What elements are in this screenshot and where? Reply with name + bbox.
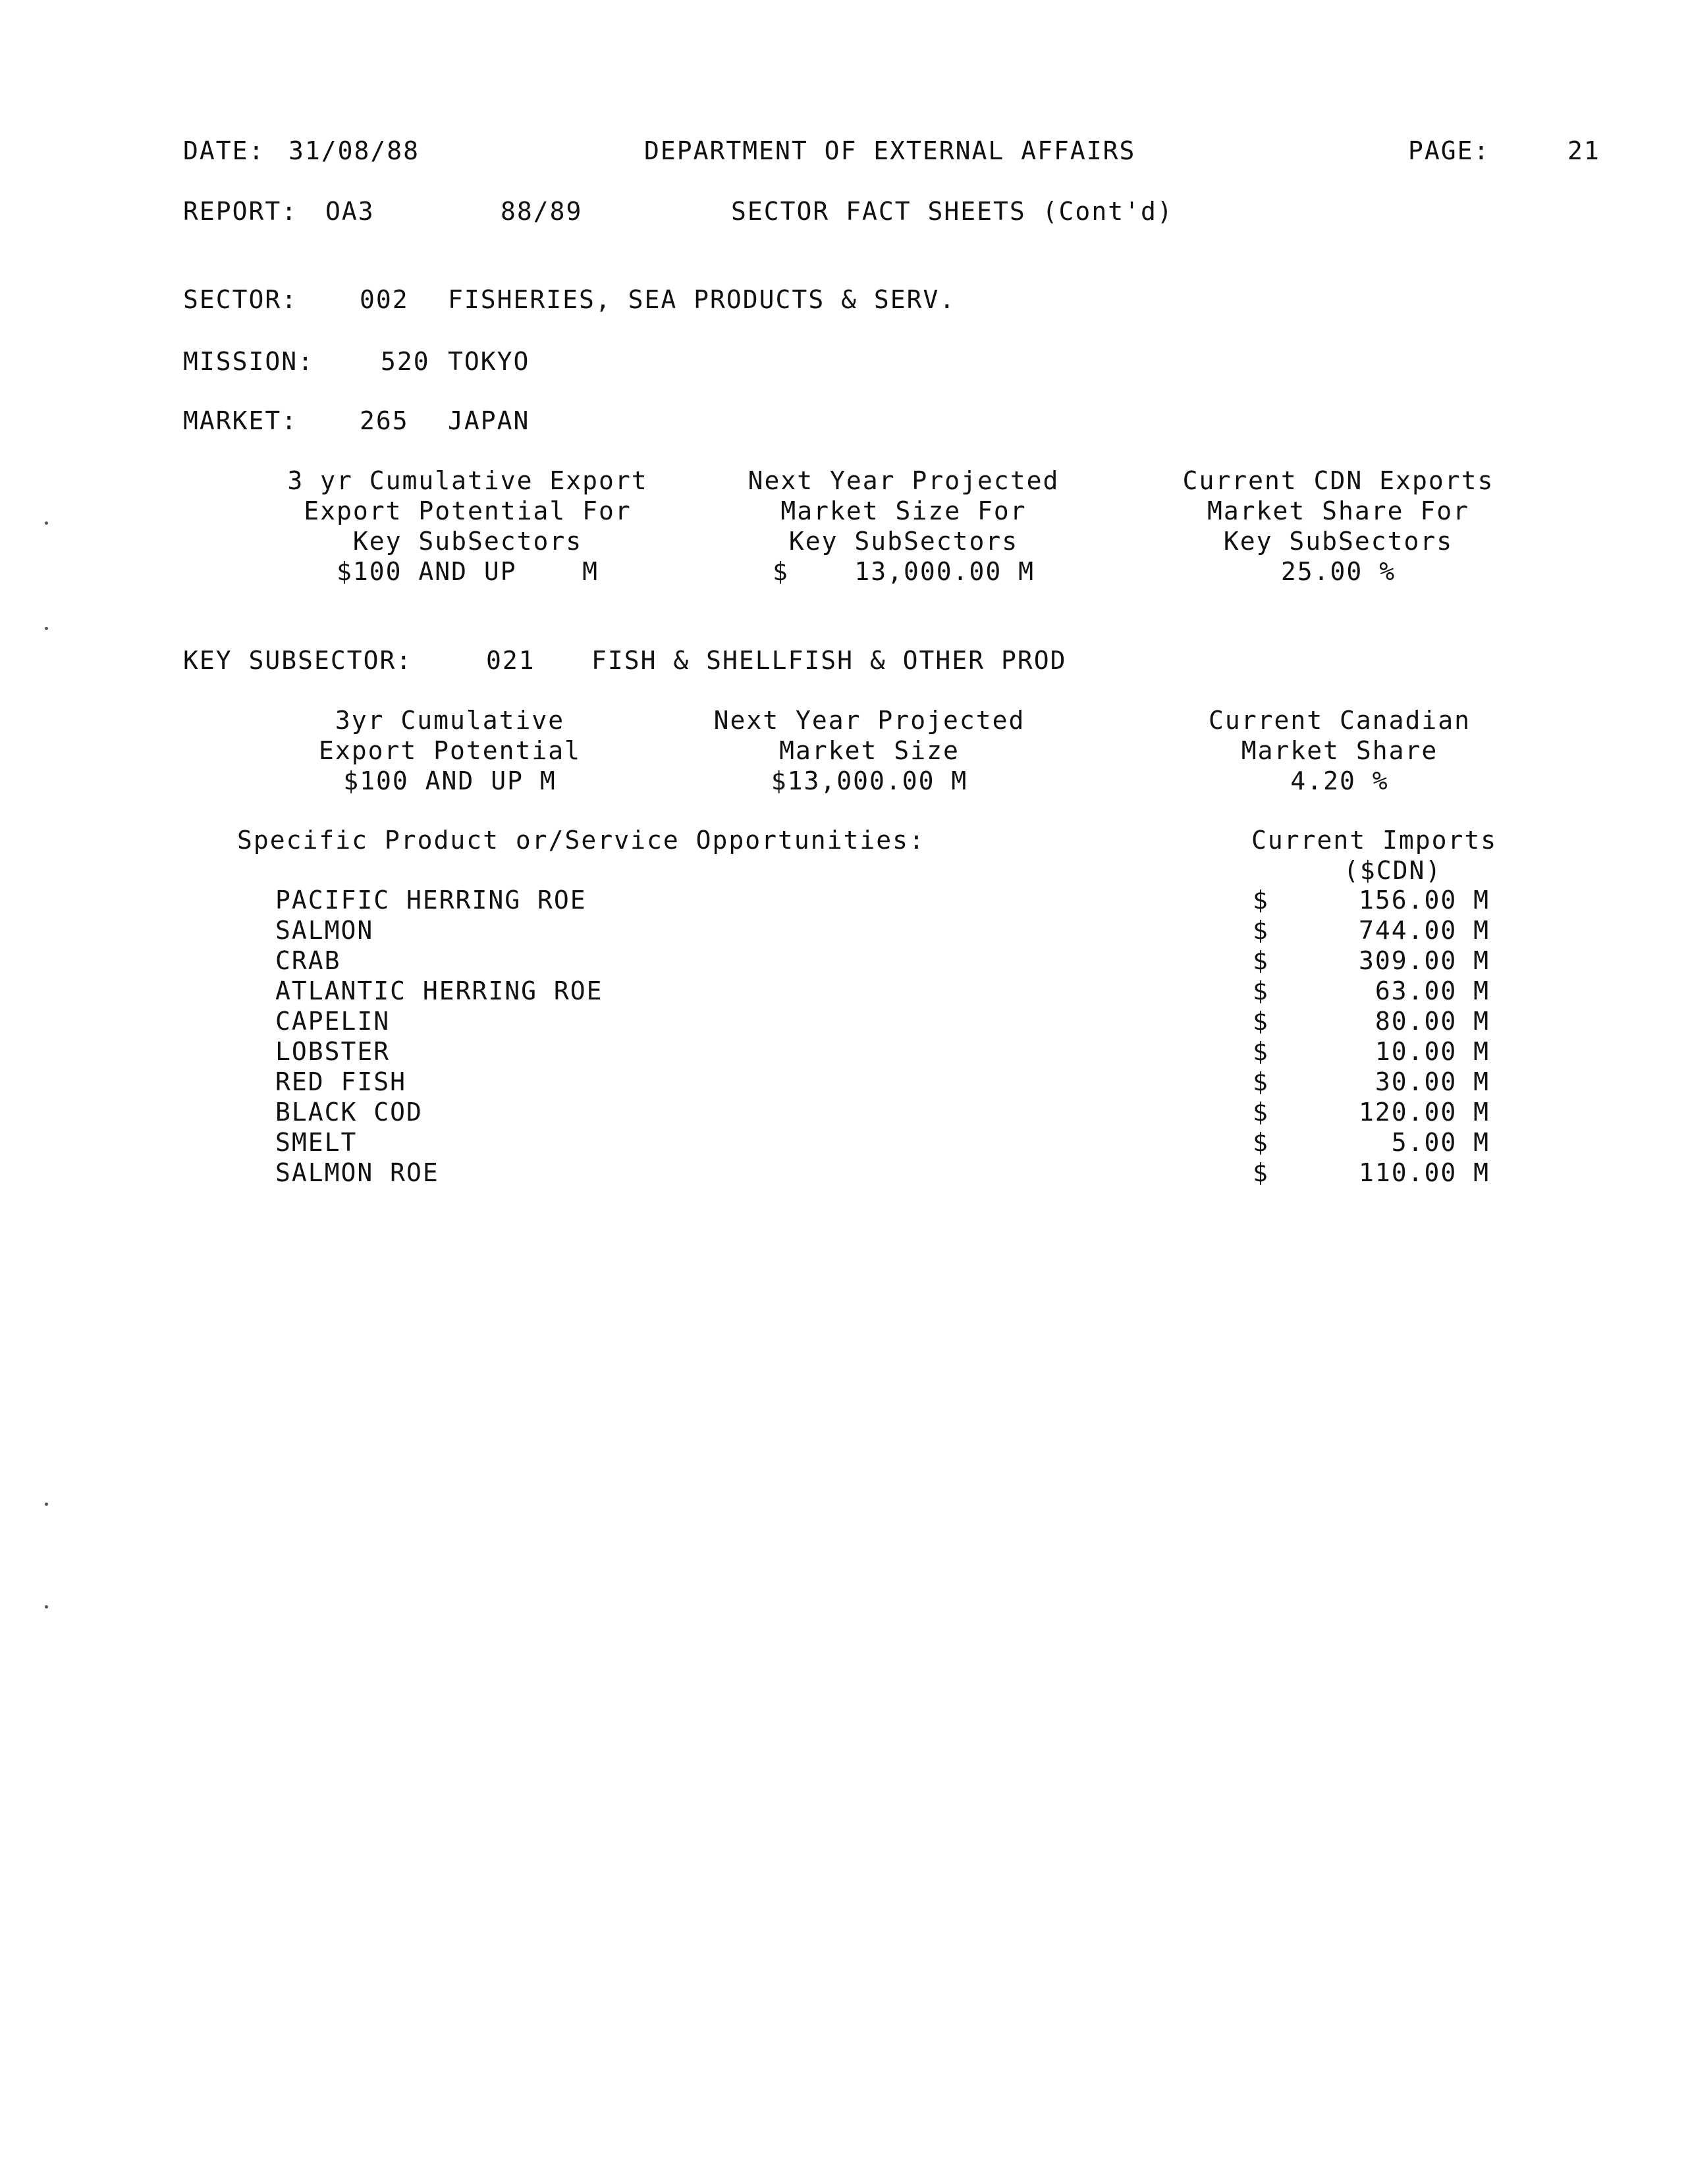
- import-amount: 30.00 M: [1375, 1067, 1490, 1096]
- currency-symbol: $: [1253, 1158, 1269, 1187]
- product-name: SMELT: [275, 1128, 358, 1157]
- imports-heading: Current Imports: [1251, 826, 1498, 855]
- sector-col3-line2: Market Share For: [1207, 496, 1470, 525]
- import-amount: 120.00 M: [1358, 1098, 1490, 1127]
- page-number: 21: [1567, 136, 1600, 165]
- sector-col1-line1: 3 yr Cumulative Export: [287, 466, 648, 495]
- imports-unit: ($CDN): [1344, 856, 1442, 885]
- mission-name: TOKYO: [448, 347, 530, 376]
- market-label: MARKET:: [183, 406, 298, 435]
- product-name: LOBSTER: [275, 1037, 391, 1066]
- mission-label: MISSION:: [183, 347, 315, 376]
- import-amount: 744.00 M: [1358, 916, 1490, 945]
- subsector-code: 021: [486, 646, 535, 675]
- currency-symbol: $: [1253, 1007, 1269, 1036]
- product-name: RED FISH: [275, 1067, 407, 1096]
- sector-name: FISHERIES, SEA PRODUCTS & SERV.: [448, 285, 956, 314]
- subsector-col3-line1: Current Canadian: [1208, 706, 1471, 735]
- subsector-market-size-value: $13,000.00 M: [771, 766, 968, 795]
- market-name: JAPAN: [448, 406, 530, 435]
- fiscal-year: 88/89: [501, 197, 583, 226]
- subsector-col1-line2: Export Potential: [318, 736, 582, 765]
- sector-col2-line1: Next Year Projected: [748, 466, 1060, 495]
- scan-speck: [45, 1503, 48, 1506]
- department-title: DEPARTMENT OF EXTERNAL AFFAIRS: [644, 136, 1136, 165]
- subsector-export-potential-value: $100 AND UP M: [343, 766, 557, 795]
- subsector-col3-line2: Market Share: [1241, 736, 1438, 765]
- subsector-label: KEY SUBSECTOR:: [183, 646, 413, 675]
- scan-speck: [45, 521, 48, 525]
- import-amount: 80.00 M: [1375, 1007, 1490, 1036]
- subsector-col1-line1: 3yr Cumulative: [335, 706, 565, 735]
- date-label: DATE:: [183, 136, 265, 165]
- product-name: SALMON ROE: [275, 1158, 439, 1187]
- sector-col1-line2: Export Potential For: [304, 496, 632, 525]
- import-amount: 156.00 M: [1358, 886, 1490, 915]
- sector-market-share-value: 25.00 %: [1280, 557, 1396, 586]
- market-code: 265: [360, 406, 409, 435]
- currency-symbol: $: [1253, 1037, 1269, 1066]
- sector-label: SECTOR:: [183, 285, 298, 314]
- subsector-name: FISH & SHELLFISH & OTHER PROD: [591, 646, 1067, 675]
- import-amount: 10.00 M: [1375, 1037, 1490, 1066]
- product-name: SALMON: [275, 916, 374, 945]
- sector-col3-line1: Current CDN Exports: [1182, 466, 1494, 495]
- currency-symbol: $: [1253, 916, 1269, 945]
- mission-code: 520: [381, 347, 430, 376]
- sector-col3-line3: Key SubSectors: [1223, 527, 1454, 556]
- import-amount: 5.00 M: [1391, 1128, 1490, 1157]
- currency-symbol: $: [1253, 976, 1269, 1005]
- report-title: SECTOR FACT SHEETS (Cont'd): [731, 197, 1174, 226]
- currency-symbol: $: [1253, 946, 1269, 975]
- sector-col2-line2: Market Size For: [780, 496, 1027, 525]
- import-amount: 63.00 M: [1375, 976, 1490, 1005]
- currency-symbol: $: [1253, 1098, 1269, 1127]
- product-name: PACIFIC HERRING ROE: [275, 886, 587, 915]
- subsector-col2-line2: Market Size: [779, 736, 960, 765]
- product-name: ATLANTIC HERRING ROE: [275, 976, 603, 1005]
- scan-speck: [45, 1605, 48, 1609]
- product-name: CRAB: [275, 946, 341, 975]
- sector-code: 002: [360, 285, 409, 314]
- import-amount: 110.00 M: [1358, 1158, 1490, 1187]
- report-label: REPORT:: [183, 197, 298, 226]
- currency-symbol: $: [1253, 886, 1269, 915]
- page-label: PAGE:: [1408, 136, 1490, 165]
- subsector-market-share-value: 4.20 %: [1290, 766, 1389, 795]
- subsector-col2-line1: Next Year Projected: [713, 706, 1025, 735]
- report-code: OA3: [325, 197, 375, 226]
- product-name: BLACK COD: [275, 1098, 423, 1127]
- sector-col2-line3: Key SubSectors: [788, 527, 1019, 556]
- currency-symbol: $: [1253, 1067, 1269, 1096]
- opportunities-heading: Specific Product or/Service Opportunities:: [237, 826, 925, 855]
- currency-symbol: $: [1253, 1128, 1269, 1157]
- scan-speck: [45, 627, 48, 630]
- product-name: CAPELIN: [275, 1007, 391, 1036]
- sector-export-potential-value: $100 AND UP M: [336, 557, 599, 586]
- sector-col1-line3: Key SubSectors: [352, 527, 583, 556]
- sector-market-size-value: $ 13,000.00 M: [772, 557, 1035, 586]
- report-date: 31/08/88: [288, 136, 420, 165]
- import-amount: 309.00 M: [1358, 946, 1490, 975]
